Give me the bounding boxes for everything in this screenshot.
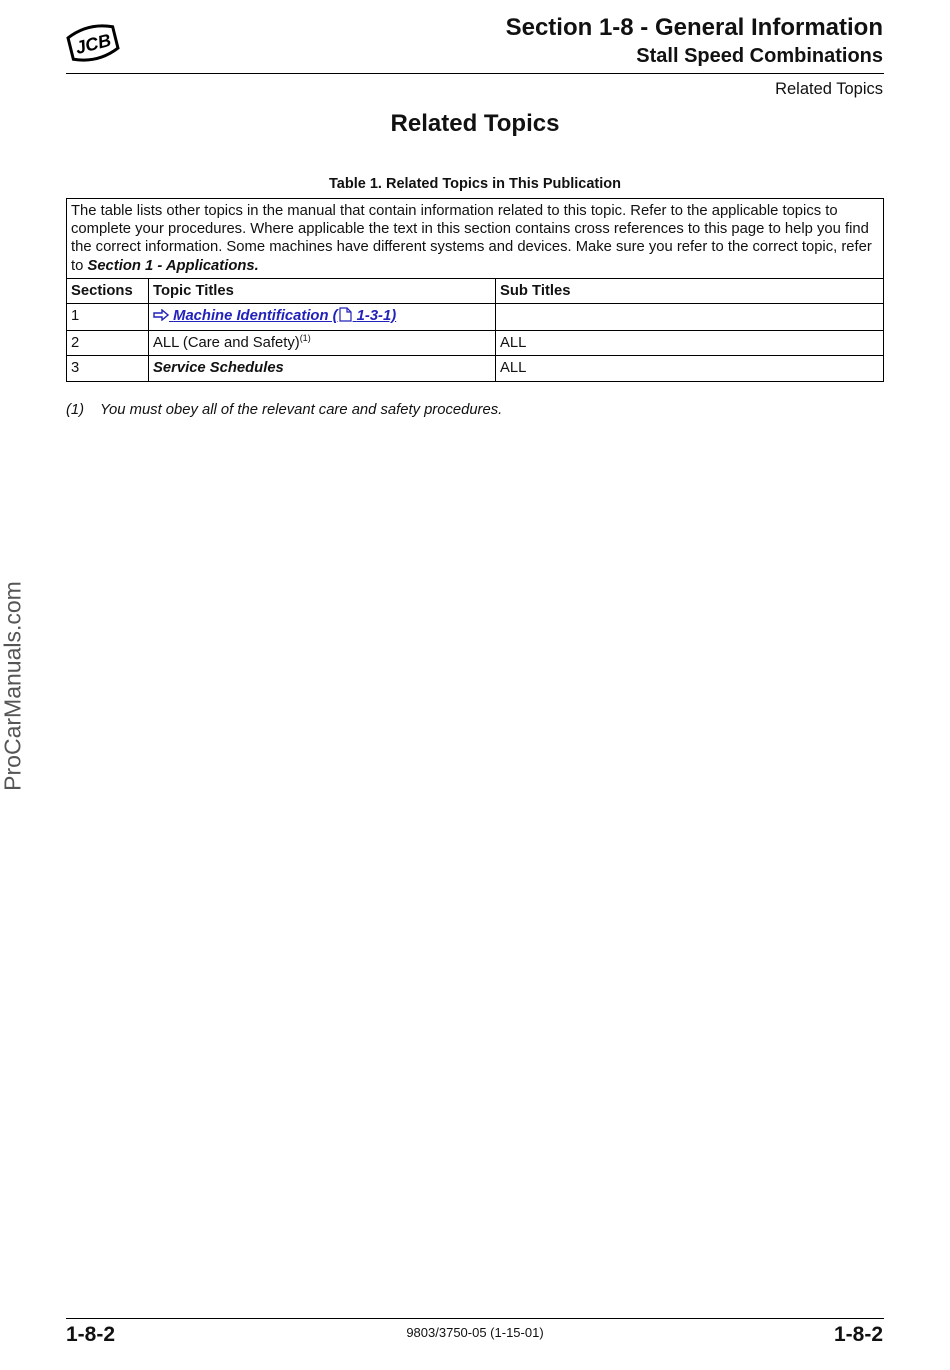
- section-subtitle: Stall Speed Combinations: [636, 45, 883, 67]
- table-caption: Table 1. Related Topics in This Publication: [329, 176, 621, 192]
- subtitle-cell: ALL: [496, 356, 884, 381]
- header-topic: Related Topics: [775, 80, 883, 98]
- watermark: ProCarManuals.com: [0, 581, 26, 791]
- table-row: [67, 331, 884, 356]
- page-number-left: 1-8-2: [66, 1323, 116, 1346]
- column-header-topic-titles: Topic Titles: [149, 278, 496, 303]
- page-document-icon: [339, 307, 352, 327]
- footer-rule: [66, 1318, 884, 1319]
- footnote-ref: (1): [299, 333, 311, 344]
- subtitle-cell: [496, 304, 884, 331]
- topic-cell: Service Schedules: [149, 356, 496, 381]
- section-cell: 2: [67, 331, 149, 356]
- section-cell: 3: [67, 356, 149, 381]
- related-topics-table: [66, 198, 884, 382]
- intro-text: The table lists other topics in the manual that contain information related to this topic. Refer to the applicable topics to complete your procedures. Where applicable the text in this section contains cross references to this page to help you find the correct information. Some machines have different systems and devices. Make sure you refer to the correct topic, refer to: [71, 203, 872, 274]
- page-heading: Related Topics: [390, 110, 560, 137]
- column-header-sub-titles: Sub Titles: [496, 278, 884, 303]
- footnote-number: (1): [66, 402, 85, 418]
- table-intro-row: [67, 199, 884, 279]
- cross-reference-arrow-icon: [153, 308, 169, 326]
- table-row: [67, 356, 884, 381]
- column-header-sections: Sections: [67, 278, 149, 303]
- intro-reference: Section 1 - Applications.: [87, 257, 259, 274]
- jcb-logo: [66, 20, 120, 66]
- table-intro-cell: [67, 199, 884, 279]
- subtitle-cell: ALL: [496, 331, 884, 356]
- topic-cell: [149, 331, 496, 356]
- svg-text:JCB: JCB: [73, 29, 114, 59]
- header-rule: [66, 73, 884, 74]
- machine-identification-link[interactable]: [153, 308, 396, 324]
- topic-text: ALL (Care and Safety): [153, 335, 300, 352]
- section-cell: 1: [67, 304, 149, 331]
- table-header-row: [67, 278, 884, 303]
- footnote: [66, 402, 502, 418]
- topic-cell: [149, 304, 496, 331]
- link-text: Machine Identification (: [173, 308, 338, 325]
- footnote-text: You must obey all of the relevant care and safety procedures.: [100, 402, 503, 418]
- page-number-right: 1-8-2: [833, 1323, 883, 1346]
- table-row: [67, 304, 884, 331]
- section-title: Section 1-8 - General Information: [505, 14, 883, 41]
- link-page-ref: 1-3-1): [356, 308, 397, 325]
- document-number: 9803/3750-05 (1-15-01): [406, 1325, 544, 1340]
